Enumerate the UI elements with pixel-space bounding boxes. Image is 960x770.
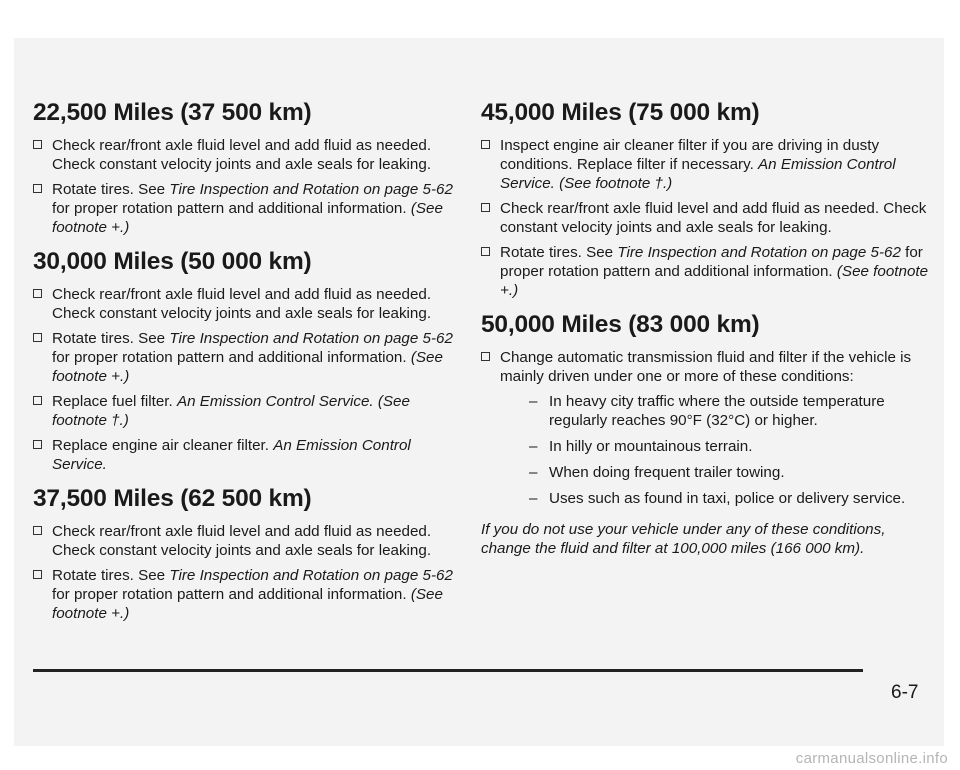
condition-item: – In heavy city traffic where the outside temperature regularly reaches 90°F (32°C) or higher. <box>529 393 885 429</box>
checkbox-icon <box>481 203 490 212</box>
cross-reference: Tire Inspection and Rotation on page 5-62 <box>617 244 901 261</box>
cross-reference: An Emission Control Service. (See footnote †.) <box>500 156 896 192</box>
checkbox-icon <box>33 140 42 149</box>
checkbox-icon <box>481 247 490 256</box>
section-50000 <box>481 310 931 558</box>
footer-rule <box>33 669 863 672</box>
checklist-item: Rotate tires. See Tire Inspection and Rotation on page 5-62 for proper rotation pattern and additional information. (See footnote +.) <box>481 243 931 300</box>
section-heading: 50,000 Miles (83 000 km) <box>481 311 760 338</box>
section-heading: 37,500 Miles (62 500 km) <box>33 485 312 512</box>
cross-reference: An Emission Control Service. <box>52 437 411 473</box>
condition-item: – In hilly or mountainous terrain. <box>529 438 753 455</box>
checkbox-icon <box>33 526 42 535</box>
closing-note: If you do not use your vehicle under any of these conditions, change the fluid and filter at 100,000 miles (166 000 km). <box>481 521 886 557</box>
manual-page <box>14 38 944 746</box>
section-22500 <box>33 98 468 237</box>
section-heading: 22,500 Miles (37 500 km) <box>33 99 312 126</box>
footnote-reference: (See footnote +.) <box>52 349 443 385</box>
footnote-reference: (See footnote +.) <box>500 263 929 299</box>
checkbox-icon <box>481 140 490 149</box>
checklist-item: Check rear/front axle fluid level and add fluid as needed. Check constant velocity joints and axle seals for leaking. <box>33 136 468 174</box>
conditions-list <box>481 392 931 508</box>
section-37500 <box>33 484 468 623</box>
checkbox-icon <box>33 440 42 449</box>
checkbox-icon <box>33 184 42 193</box>
checklist-item: Check rear/front axle fluid level and add fluid as needed. Check constant velocity joints and axle seals for leaking. <box>33 522 468 560</box>
checkbox-icon <box>33 289 42 298</box>
cross-reference: Tire Inspection and Rotation on page 5-62 <box>169 330 453 347</box>
checklist-item: Rotate tires. See Tire Inspection and Rotation on page 5-62 for proper rotation pattern and additional information. (See footnote +.) <box>33 180 468 237</box>
footnote-reference: (See footnote +.) <box>52 200 443 236</box>
checkbox-icon <box>33 333 42 342</box>
section-30000 <box>33 247 468 474</box>
checklist-item: Inspect engine air cleaner filter if you are driving in dusty conditions. Replace filter if necessary. An Emission Control Service. (See footnote †.) <box>481 136 931 193</box>
checklist-item: Check rear/front axle fluid level and add fluid as needed. Check constant velocity joints and axle seals for leaking. <box>33 285 468 323</box>
checklist-item: Check rear/front axle fluid level and add fluid as needed. Check constant velocity joints and axle seals for leaking. <box>481 199 931 237</box>
condition-item: – Uses such as found in taxi, police or delivery service. <box>529 490 906 507</box>
page-number: 6-7 <box>891 682 919 703</box>
condition-item: – When doing frequent trailer towing. <box>529 464 785 481</box>
footnote-reference: (See footnote +.) <box>52 586 443 622</box>
right-column <box>481 98 931 568</box>
checkbox-icon <box>481 352 490 361</box>
cross-reference: Tire Inspection and Rotation on page 5-62 <box>169 567 453 584</box>
cross-reference: An Emission Control Service. (See footnote †.) <box>52 393 410 429</box>
section-heading: 45,000 Miles (75 000 km) <box>481 99 760 126</box>
checklist-item: Replace fuel filter. An Emission Control Service. (See footnote †.) <box>33 392 468 430</box>
checkbox-icon <box>33 396 42 405</box>
section-heading: 30,000 Miles (50 000 km) <box>33 248 312 275</box>
checklist-item: Replace engine air cleaner filter. An Emission Control Service. <box>33 436 468 474</box>
section-45000 <box>481 98 931 300</box>
checklist-item: Change automatic transmission fluid and filter if the vehicle is mainly driven under one or more of these conditions: <box>481 348 931 386</box>
checklist-item: Rotate tires. See Tire Inspection and Rotation on page 5-62 for proper rotation pattern and additional information. (See footnote +.) <box>33 566 468 623</box>
cross-reference: Tire Inspection and Rotation on page 5-62 <box>169 181 453 198</box>
left-column <box>33 98 468 633</box>
watermark: carmanualsonline.info <box>795 750 948 767</box>
checklist-item: Rotate tires. See Tire Inspection and Rotation on page 5-62 for proper rotation pattern and additional information. (See footnote +.) <box>33 329 468 386</box>
checkbox-icon <box>33 570 42 579</box>
